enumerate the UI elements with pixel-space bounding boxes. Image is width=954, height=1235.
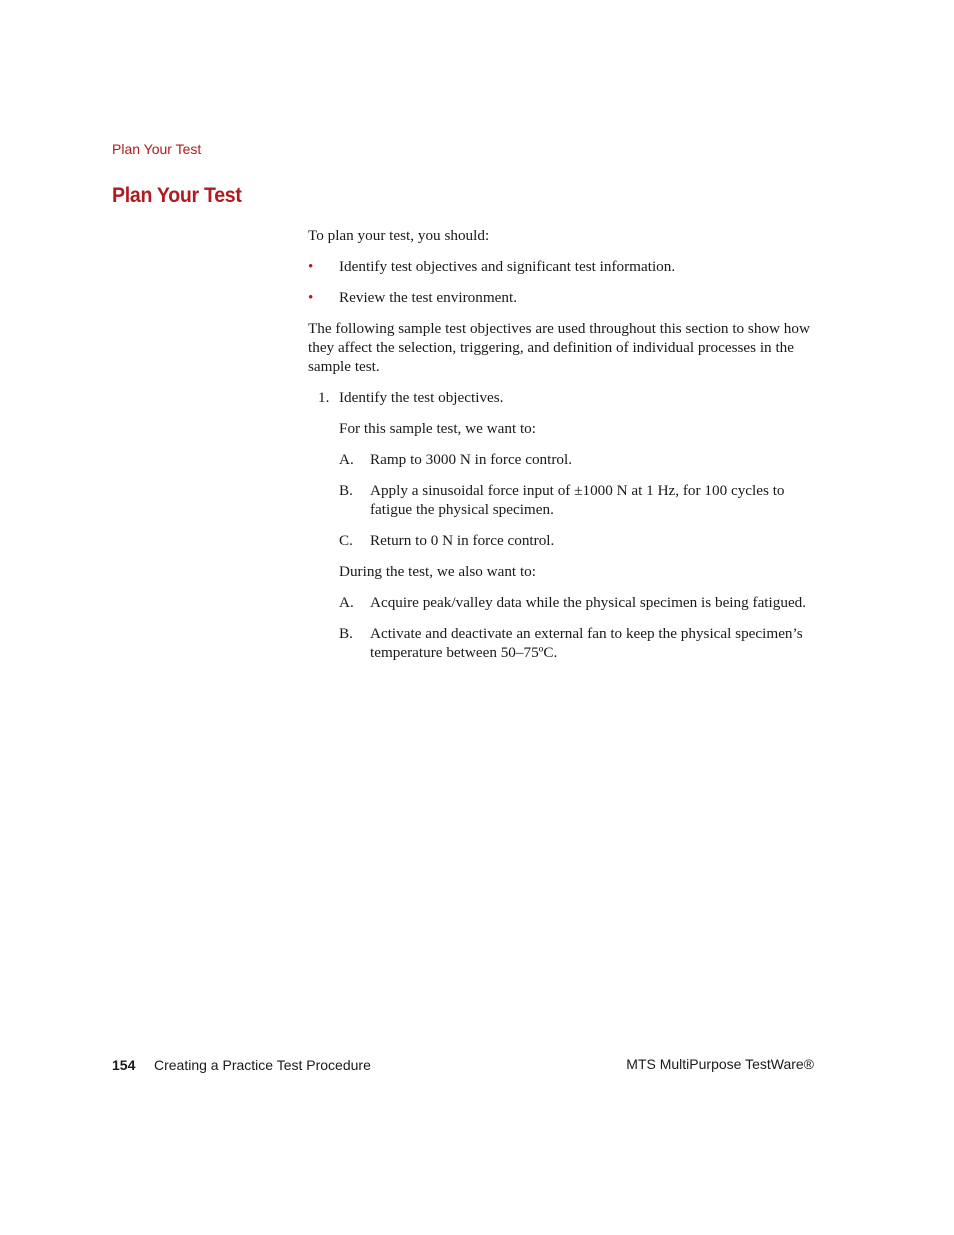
objective-item-c (308, 531, 818, 550)
section-title: Plan Your Test (112, 184, 242, 207)
item-letter: A. (339, 451, 354, 468)
item-text: Return to 0 N in force control. (370, 532, 555, 549)
item-letter: C. (339, 532, 353, 549)
during-item-b (308, 624, 818, 662)
bullet-icon: • (308, 289, 314, 306)
item-text: Apply a sinusoidal force input of ±1000 N at 1 Hz, for 100 cycles to fatigue the physical specimen. (370, 482, 785, 518)
step-1 (308, 388, 818, 407)
running-header: Plan Your Test (112, 141, 202, 157)
item-text: Activate and deactivate an external fan to keep the physical specimen’s temperature between 50–75ºC. (370, 625, 803, 661)
objective-item-b (308, 481, 818, 519)
bullet-text: Identify test objectives and significant test information. (339, 258, 676, 275)
footer-product-name: MTS MultiPurpose TestWare® (626, 1056, 814, 1072)
item-text: Acquire peak/valley data while the physical specimen is being fatigued. (370, 594, 807, 611)
during-intro: During the test, we also want to: (339, 563, 536, 580)
item-text: Ramp to 3000 N in force control. (370, 451, 573, 468)
page-number: 154 (112, 1057, 136, 1073)
list-item (308, 288, 818, 307)
item-letter: B. (339, 625, 353, 642)
list-item (308, 257, 818, 276)
step-text: Identify the test objectives. (339, 389, 504, 406)
objectives-paragraph: The following sample test objectives are used throughout this section to show how they affect the selection, triggering, and definition of individual processes in the sample test. (308, 320, 810, 375)
bullet-icon: • (308, 258, 314, 275)
objectives-intro: For this sample test, we want to: (339, 420, 536, 437)
bullet-list (308, 257, 818, 307)
during-item-a (308, 593, 818, 612)
intro-paragraph: To plan your test, you should: (308, 227, 490, 244)
body-content (308, 226, 818, 674)
bullet-text: Review the test environment. (339, 289, 517, 306)
objective-item-a (308, 450, 818, 469)
footer-chapter-title: Creating a Practice Test Procedure (154, 1057, 371, 1073)
item-letter: A. (339, 594, 354, 611)
step-number: 1. (318, 389, 330, 406)
item-letter: B. (339, 482, 353, 499)
